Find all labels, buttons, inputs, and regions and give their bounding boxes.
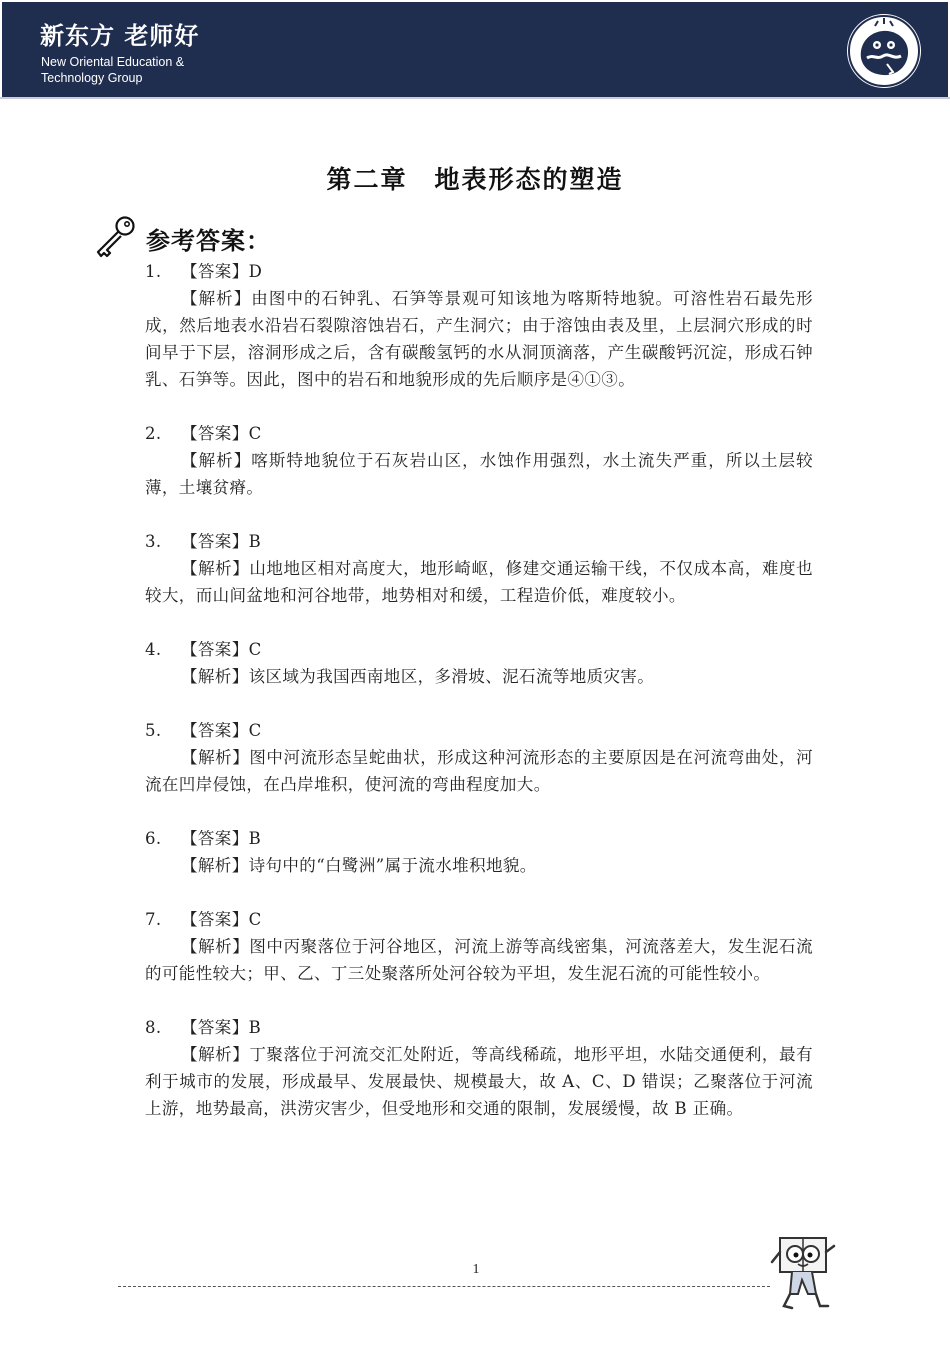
answer-line [145, 258, 813, 285]
answer-text: 【答案】C [181, 424, 262, 443]
brand-en-line2: Technology Group [41, 71, 143, 85]
explanation-text: 【解析】图中河流形态呈蛇曲状，形成这种河流形态的主要原因是在河流弯曲处，河流在凹岸侵蚀，在凸岸堆积，使河流的弯曲程度加大。 [145, 748, 813, 794]
answer-text: 【答案】D [181, 262, 263, 281]
answer-item-2 [145, 420, 813, 501]
question-number: 5. [145, 721, 162, 740]
answer-line [145, 528, 813, 555]
answer-item-1 [145, 258, 813, 393]
question-number: 2. [145, 424, 162, 443]
explanation-text: 【解析】诗句中的“白鹭洲”属于流水堆积地貌。 [181, 856, 537, 875]
reading-mascot-icon [768, 1232, 838, 1314]
answer-item-6 [145, 825, 813, 879]
answer-line [145, 1014, 813, 1041]
chapter-title: 第二章 地表形态的塑造 [326, 165, 624, 194]
answer-item-8 [145, 1014, 813, 1122]
question-number: 1. [145, 262, 162, 281]
answer-line [145, 636, 813, 663]
question-number: 8. [145, 1018, 162, 1037]
question-number: 6. [145, 829, 162, 848]
footer-dashed-divider [118, 1286, 770, 1287]
answer-line [145, 420, 813, 447]
answer-text: 【答案】C [181, 640, 262, 659]
explanation-text: 【解析】该区域为我国西南地区，多滑坡、泥石流等地质灾害。 [181, 667, 655, 686]
brand-name-chinese: 新东方 老师好 [40, 22, 200, 50]
page-number: 1 [472, 1262, 480, 1277]
explanation-text: 【解析】丁聚落位于河流交汇处附近，等高线稀疏，地形平坦，水陆交通便利，最有利于城市的发展，形成最早、发展最快、规模最大，故 A、C、D 错误；乙聚落位于河流上游，地势最高，洪涝灾害少，但受地形和交通的限制，发展缓慢，故 B 正确。 [145, 1045, 813, 1118]
question-number: 7. [145, 910, 162, 929]
explanation-text: 【解析】喀斯特地貌位于石灰岩山区，水蚀作用强烈，水土流失严重，所以土层较薄，土壤贫瘠。 [145, 451, 813, 497]
answer-line [145, 717, 813, 744]
question-number: 3. [145, 532, 162, 551]
page-header [2, 2, 948, 97]
brand-en-line1: New Oriental Education & [41, 55, 185, 69]
answer-text: 【答案】B [181, 1018, 262, 1037]
explanation-text: 【解析】图中丙聚落位于河谷地区，河流上游等高线密集，河流落差大，发生泥石流的可能性较大；甲、乙、丁三处聚落所处河谷较为平坦，发生泥石流的可能性较小。 [145, 937, 813, 983]
answer-text: 【答案】C [181, 910, 262, 929]
answer-text: 【答案】B [181, 532, 262, 551]
answer-item-3 [145, 528, 813, 609]
answer-text: 【答案】C [181, 721, 262, 740]
answer-item-5 [145, 717, 813, 798]
mascot-logo-icon [847, 14, 921, 88]
answers-heading: 参考答案： [146, 226, 271, 255]
explanation-text: 【解析】山地地区相对高度大，地形崎岖，修建交通运输干线，不仅成本高，难度也较大，而山间盆地和河谷地带，地势相对和缓，工程造价低，难度较小。 [145, 559, 813, 605]
answers-list [145, 258, 813, 1149]
answer-item-4 [145, 636, 813, 690]
answer-item-7 [145, 906, 813, 987]
brand-name-english [41, 54, 221, 86]
answer-line [145, 825, 813, 852]
key-icon [92, 214, 138, 260]
question-number: 4. [145, 640, 162, 659]
answer-text: 【答案】B [181, 829, 262, 848]
header-underline [0, 97, 950, 99]
answer-line [145, 906, 813, 933]
explanation-text: 【解析】由图中的石钟乳、石笋等景观可知该地为喀斯特地貌。可溶性岩石最先形成，然后地表水沿岩石裂隙溶蚀岩石，产生洞穴；由于溶蚀由表及里，上层洞穴形成的时间早于下层，溶洞形成之后，含有碳酸氢钙的水从洞顶滴落，产生碳酸钙沉淀，形成石钟乳、石笋等。因此，图中的岩石和地貌形成的先后顺序是④①③。 [145, 289, 813, 389]
